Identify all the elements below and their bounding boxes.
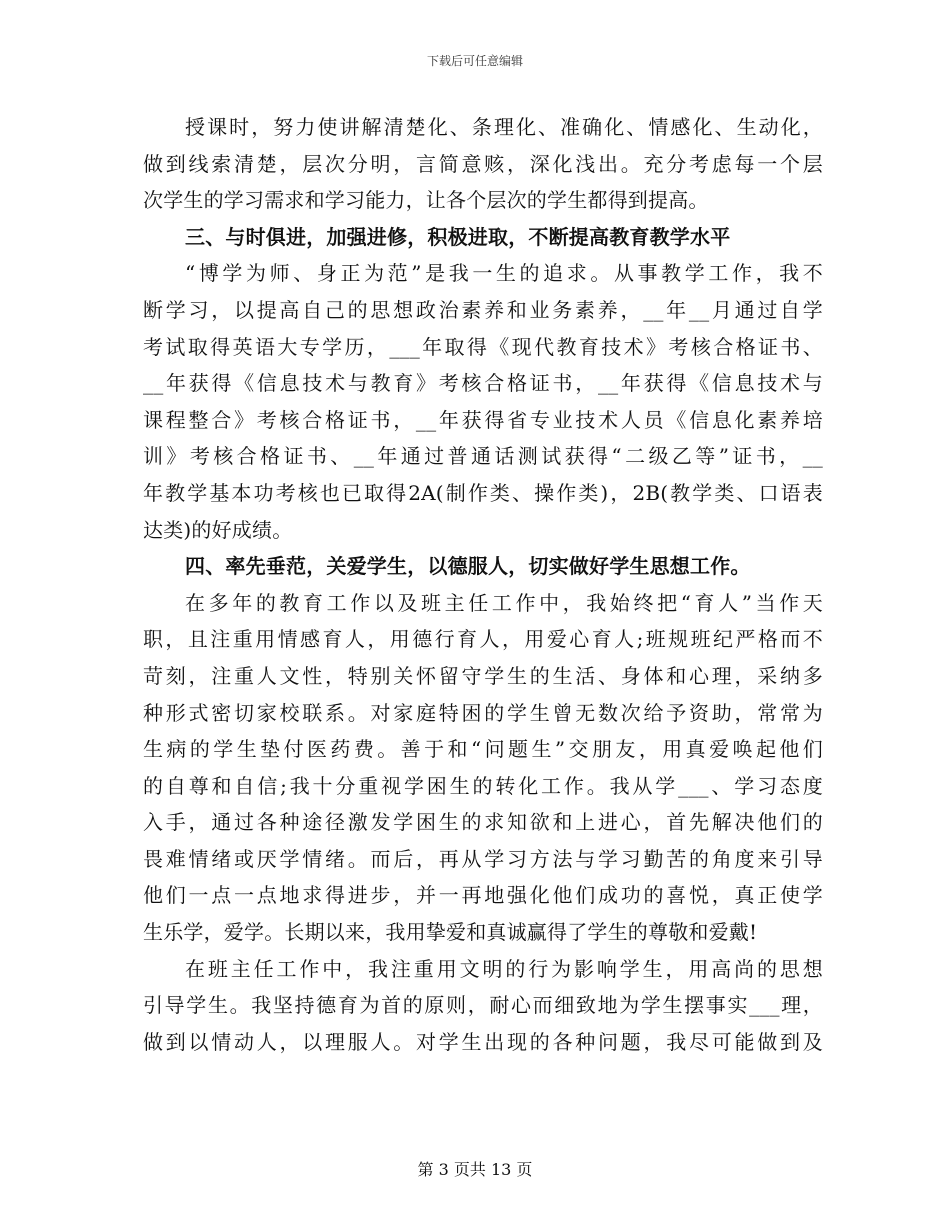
text-line: 授课时，努力使讲解清楚化、条理化、准确化、情感化、生动化， — [185, 115, 823, 139]
text-line: 生病的学生垫付医药费。善于和“问题生”交朋友，用真爱唤起他们 — [143, 737, 823, 762]
section-heading-4: 四、率先垂范，关爱学生，以德服人，切实做好学生思想工作。 — [185, 554, 751, 579]
text-line: 训》考核合格证书、__年通过普通话测试获得“二级乙等”证书，__ — [143, 444, 823, 469]
text-line: 次学生的学习需求和学习能力，让各个层次的学生都得到提高。 — [143, 188, 709, 213]
text-line: 生乐学，爱学。长期以来，我用挚爱和真诚赢得了学生的尊敬和爱戴! — [143, 920, 758, 945]
text-line: 引导学生。我坚持德育为首的原则，耐心而细致地为学生摆事实___理， — [143, 993, 823, 1018]
text-line: 畏难情绪或厌学情绪。而后，再从学习方法与学习勤苦的角度来引导 — [143, 846, 823, 871]
text-line: 他们一点一点地求得进步，并一再地强化他们成功的喜悦，真正使学 — [143, 883, 823, 908]
text-line: 在多年的教育工作以及班主任工作中，我始终把“育人”当作天 — [185, 590, 823, 615]
text-line: 做到线索清楚，层次分明，言简意赅，深化浅出。充分考虑每一个层 — [143, 151, 823, 176]
text-line: 职，且注重用情感育人，用德行育人，用爱心育人;班规班纪严格而不 — [143, 627, 823, 652]
text-line: 种形式密切家校联系。对家庭特困的学生曾无数次给予资助，常常为 — [143, 700, 823, 725]
text-line: 断学习，以提高自己的思想政治素养和业务素养，__年__月通过自学 — [143, 297, 823, 322]
text-line: 课程整合》考核合格证书，__年获得省专业技术人员《信息化素养培 — [143, 407, 823, 432]
text-line: 苛刻，注重人文性，特别关怀留守学生的生活、身体和心理，采纳多 — [143, 663, 823, 688]
document-body — [143, 109, 823, 1060]
text-line: 做到以情动人，以理服人。对学生出现的各种问题，我尽可能做到及 — [143, 1029, 823, 1054]
page-number-footer: 第 3 页共 13 页 — [417, 1160, 533, 1179]
text-line: 在班主任工作中，我注重用文明的行为影响学生，用高尚的思想 — [185, 956, 823, 981]
text-line: 入手，通过各种途径激发学困生的求知欲和上进心，首先解决他们的 — [143, 810, 823, 835]
text-line: 的自尊和自信;我十分重视学困生的转化工作。我从学___、学习态度 — [143, 773, 823, 798]
page-header: 下载后可任意编辑 — [426, 54, 523, 68]
text-line: “博学为师、身正为范”是我一生的追求。从事教学工作，我不 — [185, 261, 823, 286]
text-line: __年获得《信息技术与教育》考核合格证书，__年获得《信息技术与 — [143, 371, 823, 396]
text-line: 考试取得英语大专学历，___年取得《现代教育技术》考核合格证书、 — [143, 334, 823, 359]
section-heading-3: 三、与时俱进，加强进修，积极进取，不断提高教育教学水平 — [185, 224, 731, 249]
text-line: 达类)的好成绩。 — [143, 517, 293, 542]
text-line: 年教学基本功考核也已取得2A(制作类、操作类)，2B(教学类、口语表 — [143, 480, 823, 505]
